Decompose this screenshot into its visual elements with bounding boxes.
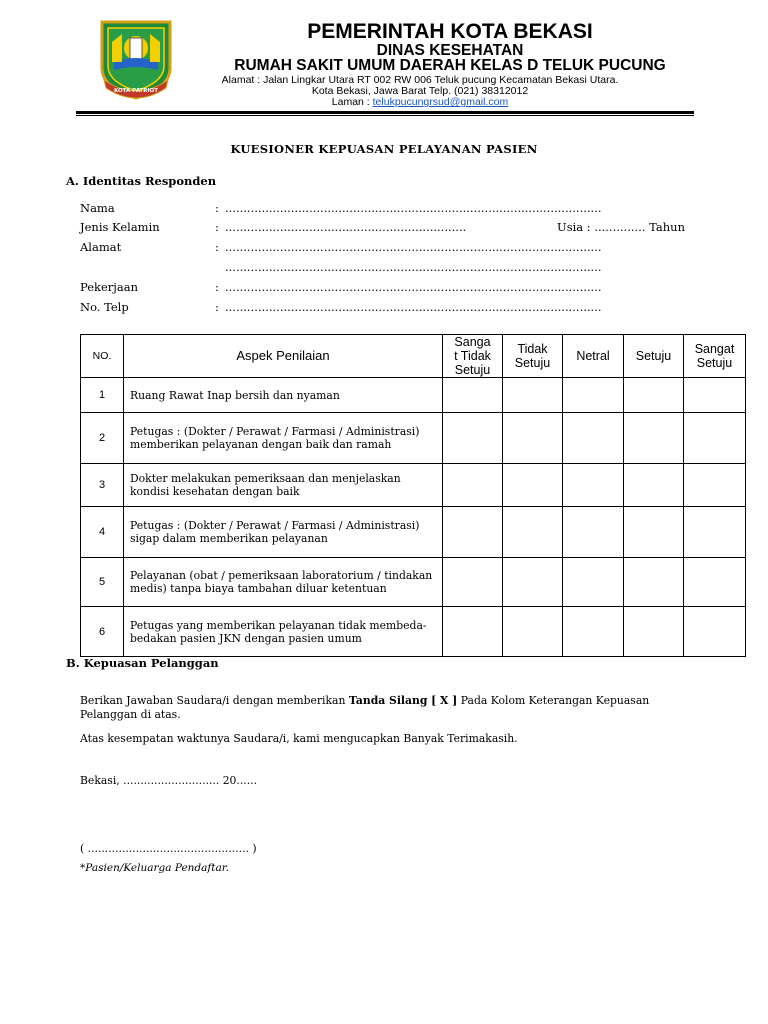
answer-cell-setuju[interactable] [624,607,684,657]
field-blank[interactable]: ....................................................................................................... [225,300,602,314]
header-address-line1: Alamat : Jalan Lingkar Utara RT 002 RW 006 Teluk pucung Kecamatan Bekasi Utara. [221,74,619,86]
place-date-line[interactable]: Bekasi, ............................ 20...... [80,774,258,787]
website-link[interactable]: telukpucungrsud@gmail.com [372,96,509,108]
answer-cell-netral[interactable] [563,558,624,607]
field-label: Pekerjaan [80,280,138,294]
questionnaire-table [80,334,746,657]
answer-cell-ts[interactable] [503,413,563,464]
answer-cell-sts[interactable] [443,558,503,607]
website-label: Laman : [331,96,373,108]
field-label: Alamat [80,240,122,254]
header-hospital: RUMAH SAKIT UMUM DAERAH KELAS D TELUK PUCUNG [234,57,666,74]
answer-cell-ts[interactable] [503,378,563,413]
header-department: DINAS KESEHATAN [376,42,524,59]
answer-cell-netral[interactable] [563,464,624,507]
answer-cell-ss[interactable] [684,507,746,558]
header-aspek: Aspek Penilaian [124,335,443,378]
answer-cell-ss[interactable] [684,378,746,413]
table-row [81,378,746,413]
answer-cell-sts[interactable] [443,413,503,464]
answer-cell-setuju[interactable] [624,413,684,464]
answer-cell-ss[interactable] [684,464,746,507]
header-sangat-setuju: Sangat Setuju [684,335,746,378]
answer-cell-ss[interactable] [684,607,746,657]
answer-cell-ts[interactable] [503,607,563,657]
row-number: 4 [81,507,124,558]
row-aspect: Petugas : (Dokter / Perawat / Farmasi / Administrasi) memberikan pelayanan dengan baik dan ramah [124,413,443,464]
row-number: 1 [81,378,124,413]
answer-cell-ts[interactable] [503,558,563,607]
city-emblem-logo [94,18,178,100]
field-blank[interactable]: ....................................................................................................... [225,260,602,274]
row-aspect: Pelayanan (obat / pemeriksaan laboratorium / tindakan medis) tanpa biaya tambahan diluar ketentuan [124,558,443,607]
instruction-text: Berikan Jawaban Saudara/i dengan memberikan Tanda Silang [ X ] Pada Kolom Keterangan Kepuasan Pelanggan di atas. [80,694,650,721]
answer-cell-sts[interactable] [443,464,503,507]
field-label: No. Telp [80,300,129,314]
table-row [81,507,746,558]
row-number: 5 [81,558,124,607]
field-blank[interactable]: ....................................................................................................... [225,201,602,215]
section-a-heading: A. Identitas Responden [66,174,217,188]
header-setuju: Setuju [624,335,684,378]
row-aspect: Petugas : (Dokter / Perawat / Farmasi / Administrasi) sigap dalam memberikan pelayanan [124,507,443,558]
header-government: PEMERINTAH KOTA BEKASI [307,20,593,43]
answer-cell-sts[interactable] [443,507,503,558]
answer-cell-netral[interactable] [563,413,624,464]
answer-cell-ts[interactable] [503,507,563,558]
signature-line[interactable]: ( ............................................... ) [80,842,257,855]
table-row [81,413,746,464]
section-b-heading: B. Kepuasan Pelanggan [66,656,219,670]
field-colon: : [215,280,219,294]
table-row [81,607,746,657]
answer-cell-ss[interactable] [684,558,746,607]
header-website-line [180,96,660,108]
header-no: NO. [81,335,124,378]
field-colon: : [215,201,219,215]
answer-cell-setuju[interactable] [624,378,684,413]
row-aspect: Dokter melakukan pemeriksaan dan menjelaskan kondisi kesehatan dengan baik [124,464,443,507]
logo-text: KOTA PATRIOT [113,88,159,94]
thanks-text: Atas kesempatan waktunya Saudara/i, kami mengucapkan Banyak Terimakasih. [80,732,518,745]
table-header-row [81,335,746,378]
signer-note: *Pasien/Keluarga Pendaftar. [80,862,229,874]
field-blank[interactable]: ....................................................................................................... [225,240,602,254]
field-colon: : [215,300,219,314]
document-title: KUESIONER KEPUASAN PELAYANAN PASIEN [230,142,538,156]
field-label: Nama [80,201,115,215]
field-colon: : [215,220,219,234]
field-blank[interactable]: ....................................................................................................... [225,280,602,294]
answer-cell-sts[interactable] [443,378,503,413]
answer-cell-sts[interactable] [443,607,503,657]
header-sangat-tidak-setuju: Sanga t Tidak Setuju [443,335,503,378]
row-number: 2 [81,413,124,464]
answer-cell-ts[interactable] [503,464,563,507]
table-row [81,558,746,607]
row-aspect: Petugas yang memberikan pelayanan tidak membeda-bedakan pasien JKN dengan pasien umum [124,607,443,657]
header-address-line2: Kota Bekasi, Jawa Barat Telp. (021) 38312012 [311,85,529,97]
answer-cell-netral[interactable] [563,607,624,657]
answer-cell-netral[interactable] [563,507,624,558]
row-number: 3 [81,464,124,507]
field-label: Jenis Kelamin [80,220,160,234]
instruction-emphasis: Tanda Silang [ X ] [348,694,458,707]
answer-cell-setuju[interactable] [624,464,684,507]
field-blank[interactable]: .................................................................. [225,220,467,234]
table-row [81,464,746,507]
header-divider [76,111,694,116]
answer-cell-ss[interactable] [684,413,746,464]
field-colon: : [215,240,219,254]
answer-cell-setuju[interactable] [624,558,684,607]
answer-cell-netral[interactable] [563,378,624,413]
answer-cell-setuju[interactable] [624,507,684,558]
header-netral: Netral [563,335,624,378]
row-number: 6 [81,607,124,657]
row-aspect: Ruang Rawat Inap bersih dan nyaman [124,378,443,413]
header-tidak-setuju: Tidak Setuju [503,335,563,378]
field-usia[interactable]: Usia : .............. Tahun [557,220,685,234]
